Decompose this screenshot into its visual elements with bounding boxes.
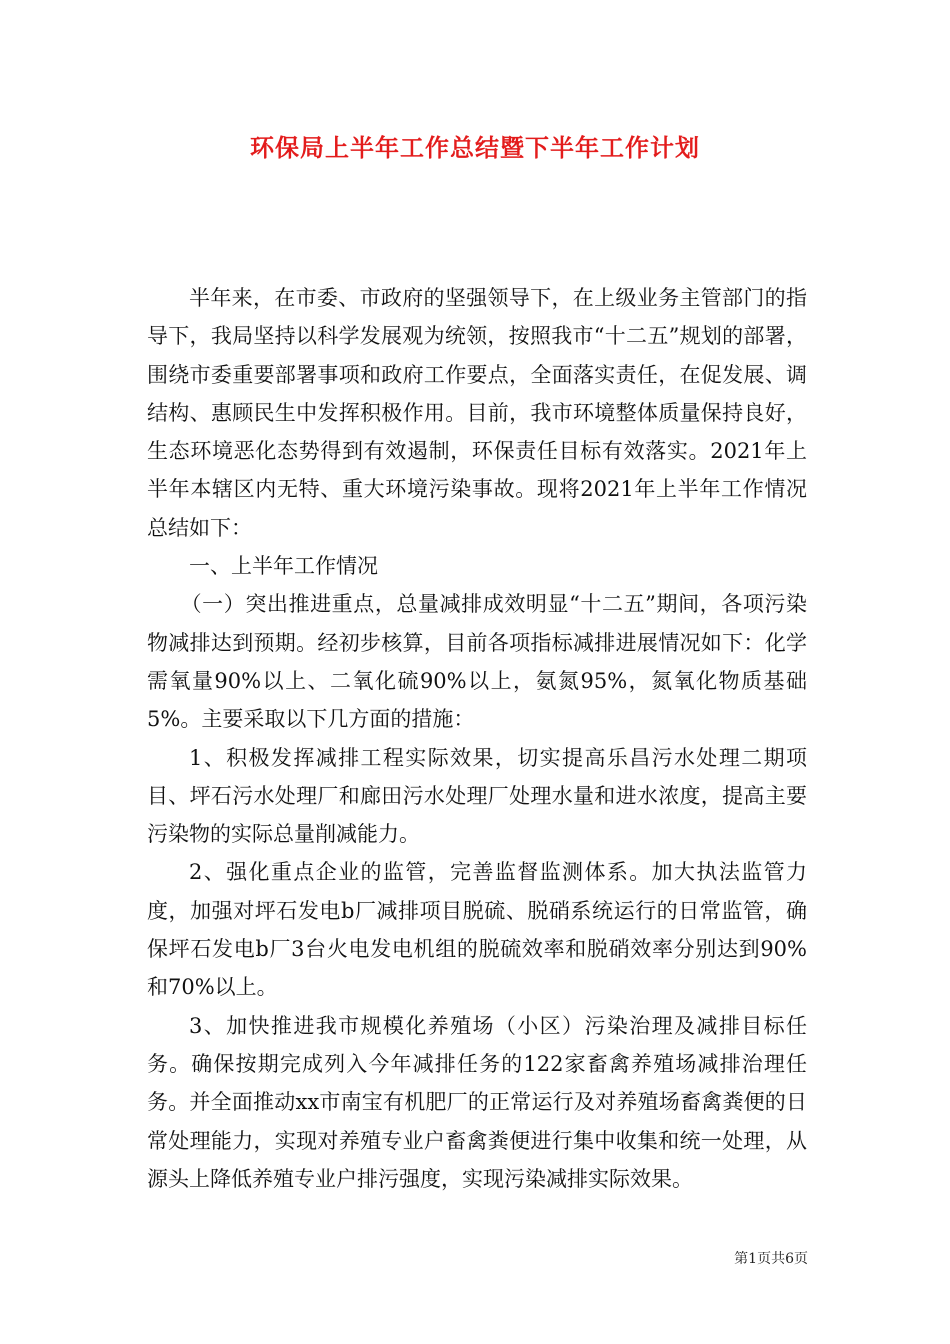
- document-title: 环保局上半年工作总结暨下半年工作计划: [250, 133, 700, 162]
- paragraph-measure-2: 2、强化重点企业的监管，完善监督监测体系。加大执法监管力度，加强对坪石发电b厂减排项目脱硫、脱硝系统运行的日常监管，确保坪石发电b厂3台火电发电机组的脱硫效率和脱硝效率分别达到90%和70%以上。: [147, 860, 807, 1000]
- document-body: [147, 279, 807, 1198]
- page-number: 第1页共6页: [734, 1251, 808, 1267]
- paragraph-measure-3: 3、加快推进我市规模化养殖场（小区）污染治理及减排目标任务。确保按期完成列入今年减排任务的122家畜禽养殖场减排治理任务。并全面推动xx市南宝有机肥厂的正常运行及对养殖场畜禽粪便的日常处理能力，实现对养殖专业户畜禽粪便进行集中收集和统一处理，从源头上降低养殖专业户排污强度，实现污染减排实际效果。: [147, 1013, 807, 1191]
- paragraph-measure-1: 1、积极发挥减排工程实际效果，切实提高乐昌污水处理二期项目、坪石污水处理厂和廊田污水处理厂处理水量和进水浓度，提高主要污染物的实际总量削减能力。: [147, 745, 807, 847]
- paragraph-subsection-1: （一）突出推进重点，总量减排成效明显“十二五”期间，各项污染物减排达到预期。经初步核算，目前各项指标减排进展情况如下：化学需氧量90%以上、二氧化硫90%以上，氨氮95%，氮氧化物质基础5%。主要采取以下几方面的措施：: [147, 592, 807, 732]
- paragraph-intro: 半年来，在市委、市政府的坚强领导下，在上级业务主管部门的指导下，我局坚持以科学发展观为统领，按照我市“十二五”规划的部署，围绕市委重要部署事项和政府工作要点，全面落实责任，在促发展、调结构、惠顾民生中发挥积极作用。目前，我市环境整体质量保持良好，生态环境恶化态势得到有效遏制，环保责任目标有效落实。2021年上半年本辖区内无特、重大环境污染事故。现将2021年上半年工作情况总结如下：: [147, 286, 807, 540]
- section-heading-1: 一、上半年工作情况: [189, 554, 378, 579]
